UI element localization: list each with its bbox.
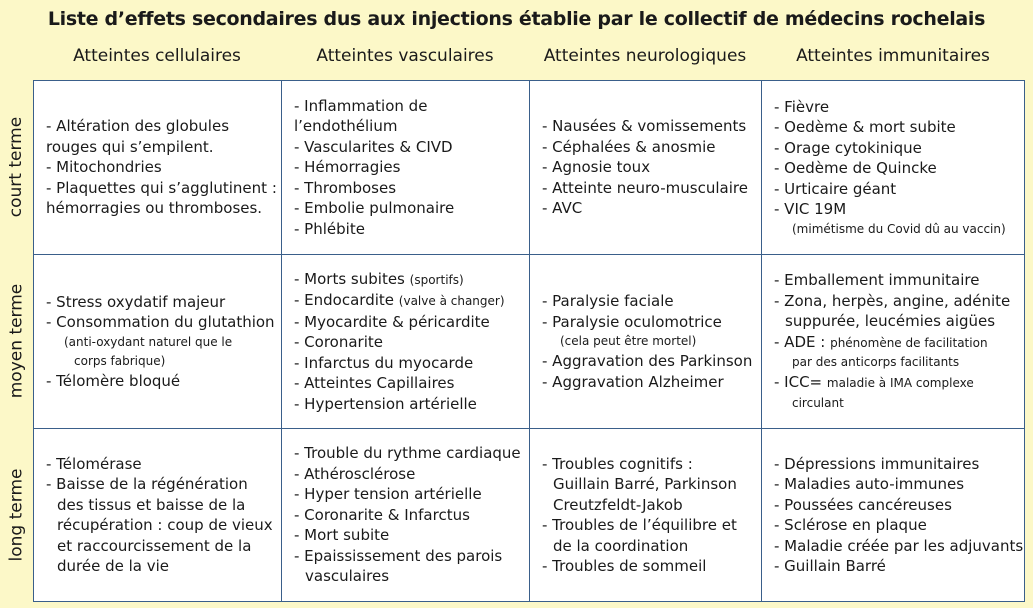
cell-line: - Troubles de sommeil <box>542 557 707 575</box>
cell-line: - Zona, herpès, angine, adénite <box>774 291 1011 310</box>
column-header-immunitaires: Atteintes immunitaires <box>796 46 990 66</box>
cell-line-detail: (sportifs) <box>409 272 464 287</box>
cell-long-immunitaires <box>761 428 1025 602</box>
cell-line: - AVC <box>542 199 583 218</box>
cell-moyen-neurologiques <box>529 254 762 429</box>
cell-note: (cela peut être mortel) <box>560 334 697 348</box>
cell-line <box>774 372 1020 394</box>
cell-line-detail: maladie à IMA complexe <box>826 376 974 391</box>
cell-court-neurologiques <box>529 80 762 255</box>
cell-line: rouges qui s’empilent. <box>46 137 214 156</box>
cell-line: de la coordination <box>553 536 689 555</box>
cell-line: - Oedème & mort subite <box>774 118 956 136</box>
cell-line: - Inflammation de <box>294 96 428 115</box>
cell-line-text: - ICC= <box>774 373 823 392</box>
cell-line: - Agnosie toux <box>542 158 651 177</box>
cell-line <box>774 332 1020 354</box>
cell-note: (mimétisme du Covid dû au vaccin) <box>792 221 1006 236</box>
cell-line: - Plaquettes qui s’agglutinent : <box>46 178 277 197</box>
cell-line: des tissus et baisse de la <box>57 495 246 514</box>
cell-line: - Céphalées & anosmie <box>542 137 716 156</box>
row-header-moyen-terme <box>0 254 33 428</box>
cell-line-text: - Morts subites <box>294 269 405 288</box>
cell-line: - Orage cytokinique <box>774 138 922 157</box>
cell-line: - Troubles de l’équilibre et <box>542 516 737 534</box>
cell-line: - Hypertension artérielle <box>294 394 477 413</box>
cell-line: - Sclérose en plaque <box>774 516 927 534</box>
cell-line: - Thromboses <box>294 178 397 197</box>
cell-line: - Télomère bloqué <box>46 371 181 390</box>
row-header-court-terme <box>0 80 33 254</box>
cell-court-immunitaires <box>761 80 1025 255</box>
cell-note: (anti-oxydant naturel que le <box>64 334 233 349</box>
cell-line: - Télomérase <box>46 454 142 473</box>
cell-line: - Paralysie faciale <box>542 292 674 310</box>
cell-line: - Guillain Barré <box>774 557 886 575</box>
column-header-neurologiques: Atteintes neurologiques <box>543 46 747 66</box>
cell-line: - Aggravation des Parkinson <box>542 352 753 370</box>
cell-note: circulant <box>792 395 844 410</box>
page-title: Liste d’effets secondaires dus aux injections établie par le collectif de médecins rochelais <box>47 8 986 30</box>
cell-line: - Mitochondries <box>46 158 162 177</box>
cell-long-neurologiques <box>529 428 762 602</box>
cell-line: Creutzfeldt-Jakob <box>553 495 683 514</box>
cell-line: - Coronarite & Infarctus <box>294 505 470 524</box>
cell-moyen-vasculaires <box>281 254 530 429</box>
row-header-long-terme <box>0 428 33 602</box>
cell-moyen-cellulaires <box>33 254 282 429</box>
cell-line-detail: (valve à changer) <box>398 294 505 309</box>
cell-line: - Atteintes Capillaires <box>294 374 455 393</box>
cell-line: Guillain Barré, Parkinson <box>553 475 737 493</box>
cell-line: - Athérosclérose <box>294 464 416 483</box>
cell-line: - Mort subite <box>294 526 390 545</box>
cell-line: vasculaires <box>305 567 390 586</box>
cell-line: - Urticaire géant <box>774 179 897 198</box>
cell-line: - Consommation du glutathion <box>46 313 275 332</box>
cell-line: - Trouble du rythme cardiaque <box>294 444 521 463</box>
cell-line: - Paralysie oculomotrice <box>542 312 722 331</box>
effects-table <box>33 80 1025 602</box>
cell-line: - Emballement immunitaire <box>774 271 980 290</box>
row-header-label: moyen terme <box>6 283 27 399</box>
cell-line: - Nausées & vomissements <box>542 117 747 136</box>
cell-line: - Myocardite & péricardite <box>294 312 490 331</box>
cell-line <box>294 269 525 291</box>
cell-line: récupération : coup de vieux <box>57 516 273 534</box>
cell-line: - VIC 19M <box>774 200 847 218</box>
cell-long-cellulaires <box>33 428 282 602</box>
row-header-label: long terme <box>6 468 27 562</box>
cell-line: - Vascularites & CIVD <box>294 137 453 156</box>
cell-court-cellulaires <box>33 80 282 255</box>
cell-line-text: - ADE : <box>774 332 826 351</box>
cell-line-text: - Endocardite <box>294 291 395 310</box>
row-header-label: court terme <box>6 116 27 218</box>
cell-line: - Stress oxydatif majeur <box>46 292 226 311</box>
column-header-cellulaires: Atteintes cellulaires <box>73 46 241 66</box>
cell-line-detail: phénomène de facilitation <box>830 335 988 350</box>
cell-moyen-immunitaires <box>761 254 1025 429</box>
cell-line: suppurée, leucémies aigües <box>785 312 996 331</box>
cell-line: - Oedème de Quincke <box>774 159 937 177</box>
cell-line: - Epaississement des parois <box>294 546 503 565</box>
cell-line: - Altération des globules <box>46 117 230 136</box>
cell-line: - Hyper tension artérielle <box>294 485 482 504</box>
column-header-vasculaires: Atteintes vasculaires <box>316 46 494 66</box>
cell-line: - Maladies auto-immunes <box>774 475 965 493</box>
cell-line: durée de la vie <box>57 557 170 575</box>
cell-line: - Embolie pulmonaire <box>294 199 455 218</box>
cell-note: par des anticorps facilitants <box>792 355 960 370</box>
cell-line <box>294 290 525 312</box>
cell-line: - Infarctus du myocarde <box>294 353 474 372</box>
cell-line: - Coronarite <box>294 333 383 352</box>
cell-line: hémorragies ou thromboses. <box>46 199 263 218</box>
cell-line: - Maladie créée par les adjuvants <box>774 536 1024 555</box>
cell-line: - Poussées cancéreuses <box>774 495 952 514</box>
cell-line: l’endothélium <box>294 117 398 136</box>
cell-line: - Hémorragies <box>294 158 401 177</box>
cell-note: corps fabrique) <box>74 353 166 368</box>
cell-long-vasculaires <box>281 428 530 602</box>
cell-court-vasculaires <box>281 80 530 255</box>
cell-line: - Aggravation Alzheimer <box>542 372 724 391</box>
cell-line: - Phlébite <box>294 219 365 238</box>
cell-line: et raccourcissement de la <box>57 536 252 555</box>
cell-line: - Troubles cognitifs : <box>542 454 693 473</box>
cell-line: - Dépressions immunitaires <box>774 454 980 473</box>
cell-line: - Baisse de la régénération <box>46 475 248 493</box>
cell-line: - Fièvre <box>774 97 830 116</box>
cell-line: - Atteinte neuro-musculaire <box>542 178 748 197</box>
